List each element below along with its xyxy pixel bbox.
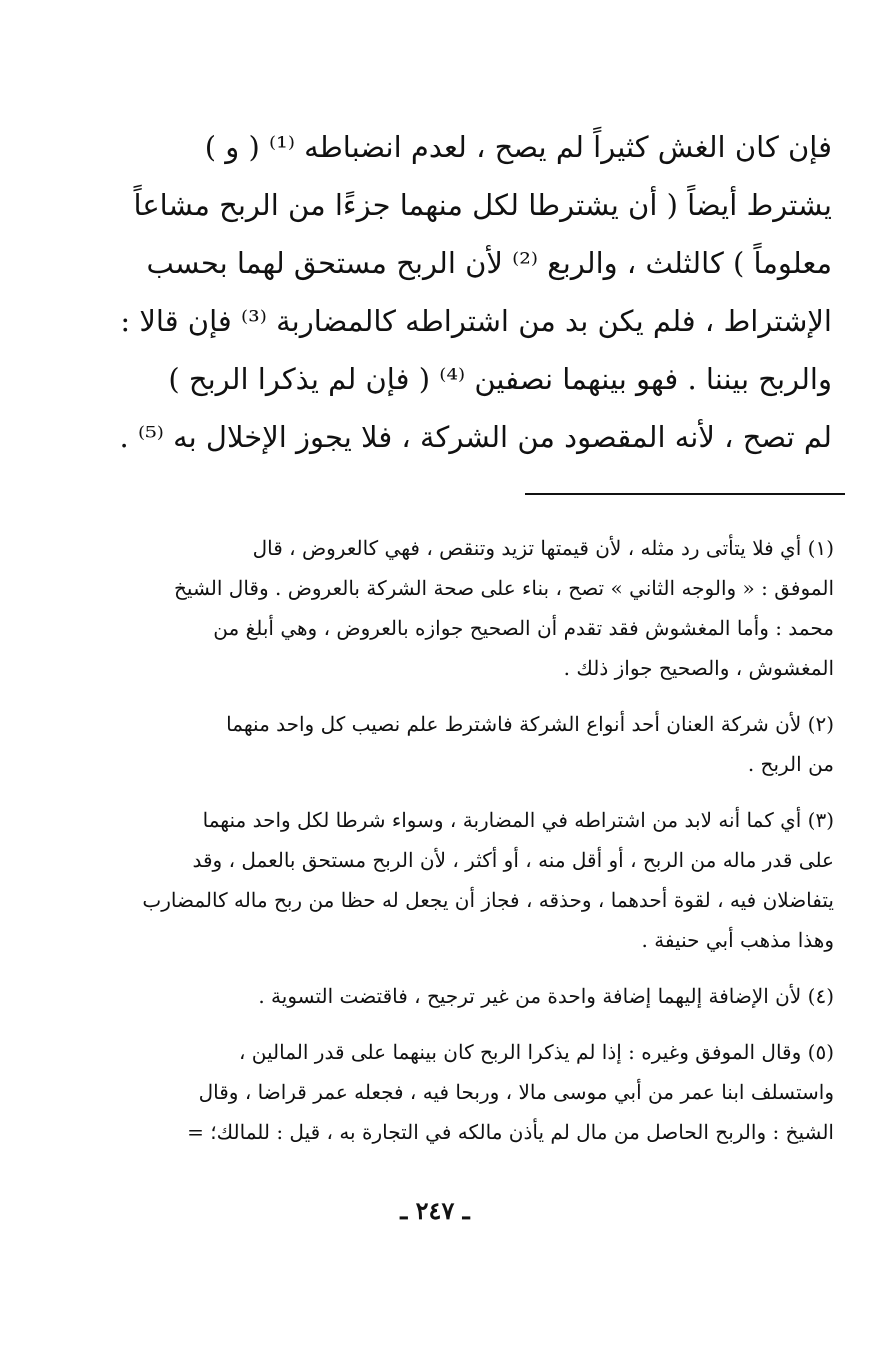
footnote-divider <box>525 493 845 495</box>
main-text-line: يشترط أيضاً ( أن يشترطا لكل منهما جزءًا من الربح مشاعاً <box>133 188 832 222</box>
footnote-line: يتفاضلان فيه ، لقوة أحدهما ، وحذقه ، فجاز أن يجعل له حظا من ربح ماله كالمضارب <box>142 888 834 912</box>
main-text-line: فإن كان الغش كثيراً لم يصح ، لعدم انضباطه ⁽¹⁾ ( و ) <box>204 130 832 164</box>
footnote-4 <box>34 976 834 1016</box>
main-text-line: لم تصح ، لأنه المقصود من الشركة ، فلا يجوز الإخلال به ⁽⁵⁾ . <box>119 420 832 454</box>
footnote-line: (٣) أي كما أنه لابد من اشتراطه في المضاربة ، وسواء شرطا لكل واحد منهما <box>202 808 834 832</box>
footnote-2 <box>34 704 834 784</box>
footnote-line: محمد : وأما المغشوش فقد تقدم أن الصحيح جوازه بالعروض ، وهي أبلغ من <box>213 616 834 640</box>
main-text-line: والربح بيننا . فهو بينهما نصفين ⁽⁴⁾ ( فإن لم يذكرا الربح ) <box>168 362 832 396</box>
footnotes-block <box>34 528 834 1168</box>
footnote-line: (٢) لأن شركة العنان أحد أنواع الشركة فاشترط علم نصيب كل واحد منهما <box>226 712 834 736</box>
footnote-3 <box>34 800 834 960</box>
page-number: ـ ٢٤٧ ـ <box>400 1196 470 1225</box>
footnote-line: واستسلف ابنا عمر من أبي موسى مالا ، وربحا فيه ، فجعله عمر قراضا ، وقال <box>198 1080 834 1104</box>
footnote-line: الشيخ : والربح الحاصل من مال لم يأذن مالكه في التجارة به ، قيل : للمالك؛ = <box>187 1120 834 1144</box>
footnote-line: المغشوش ، والصحيح جواز ذلك . <box>563 656 834 680</box>
main-text-line: الإشتراط ، فلم يكن بد من اشتراطه كالمضاربة ⁽³⁾ فإن قالا : <box>120 304 832 338</box>
footnote-1 <box>34 528 834 688</box>
footnote-line: الموفق : « والوجه الثاني » تصح ، بناء على صحة الشركة بالعروض . وقال الشيخ <box>174 576 834 600</box>
footnote-line: من الربح . <box>747 752 834 776</box>
footnote-line: على قدر ماله من الربح ، أو أقل منه ، أو أكثر ، لأن الربح مستحق بالعمل ، وقد <box>192 848 834 872</box>
main-text-line: معلوماً ) كالثلث ، والربع ⁽²⁾ لأن الربح مستحق لهما بحسب <box>146 246 832 280</box>
footnote-5 <box>34 1032 834 1152</box>
main-text-block <box>32 118 832 466</box>
footnote-line: (١) أي فلا يتأتى رد مثله ، لأن قيمتها تزيد وتنقص ، فهي كالعروض ، قال <box>252 536 834 560</box>
footnote-line: وهذا مذهب أبي حنيفة . <box>641 928 834 952</box>
footnote-line: (٤) لأن الإضافة إليهما إضافة واحدة من غير ترجيح ، فاقتضت التسوية . <box>258 984 834 1008</box>
footnote-line: (٥) وقال الموفق وغيره : إذا لم يذكرا الربح كان بينهما على قدر المالين ، <box>238 1040 834 1064</box>
